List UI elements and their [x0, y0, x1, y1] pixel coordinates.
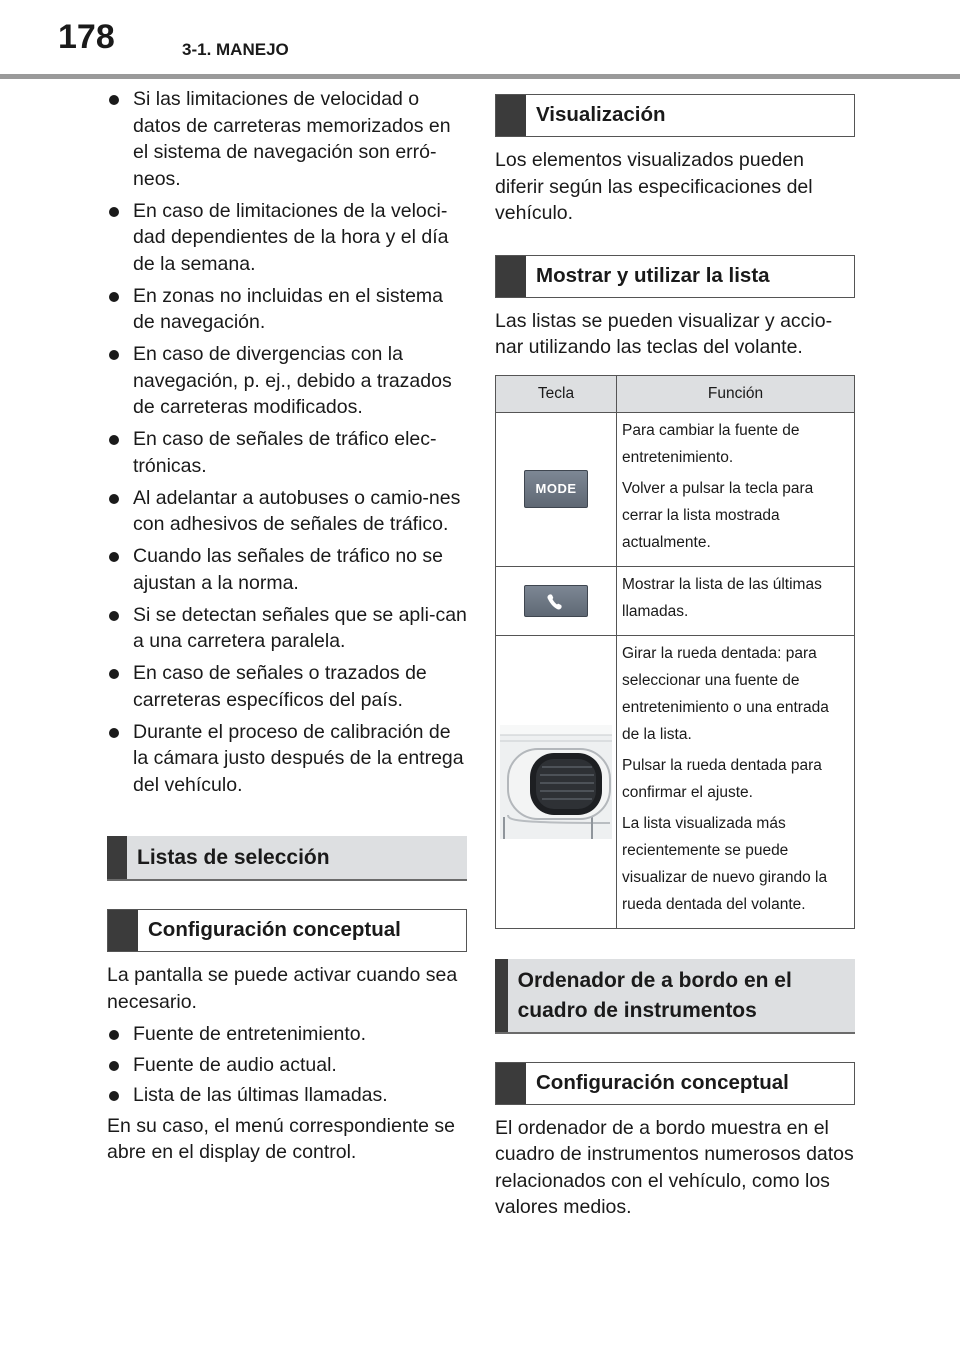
subsection-heading-visualization [495, 94, 855, 137]
table-row [496, 566, 855, 635]
list-item: En caso de señales o trazados de carreteras específicos del país. [107, 660, 467, 713]
list-item: En zonas no incluidas en el sistema de navegación. [107, 283, 467, 336]
bullet-icon [109, 350, 119, 360]
bullet-icon [109, 95, 119, 105]
thumbwheel-icon [500, 725, 612, 839]
bullet-icon [109, 1091, 119, 1101]
list-item: Cuando las señales de tráfico no se ajustan a la norma. [107, 543, 467, 596]
outro-paragraph: En su caso, el menú correspondiente se abre en el display de control. [107, 1114, 455, 1163]
chapter-title: 3-1. MANEJO [182, 40, 289, 59]
function-cell: Girar la rueda dentada: para seleccionar una fuente de entretenimiento o una entrada de la lista. Pulsar la rueda dentada para confirmar el ajuste. La lista visualizada más recientemente se puede visualizar de nuevo girando la rueda dentada del volante. [617, 635, 855, 928]
subsection-title: Configuración conceptual [148, 918, 401, 941]
bullet-icon [109, 292, 119, 302]
visualization-paragraph: Los elementos visualizados pueden diferir según las especificaciones del vehículo. [495, 149, 813, 224]
key-cell [496, 412, 617, 566]
mode-key-icon: MODE [524, 470, 588, 508]
bullet-icon [109, 669, 119, 679]
subsection-title: Configuración conceptual [536, 1070, 789, 1094]
column-header-key: Tecla [496, 375, 617, 412]
intro-paragraph: La pantalla se puede activar cuando sea necesario. [107, 964, 458, 1013]
table-row [496, 635, 855, 928]
heading-bar [107, 836, 127, 879]
column-header-function: Función [617, 375, 855, 412]
bullet-icon [109, 1061, 119, 1071]
limitations-list [107, 86, 467, 798]
list-item: Si las limitaciones de velocidad o datos de carreteras memorizados en el sistema de navegación son erró-neos. [107, 86, 467, 192]
subsection-title: Visualización [536, 103, 666, 126]
list-item: Al adelantar a autobuses o camio-nes con adhesivos de señales de tráfico. [107, 485, 467, 538]
function-cell: Para cambiar la fuente de entretenimiento. Volver a pulsar la tecla para cerrar la lista mostrada actualmente. [617, 412, 855, 566]
list-item: En caso de limitaciones de la veloci-dad dependientes de la hora y el día de la semana. [107, 198, 467, 278]
bullet-icon [109, 1030, 119, 1040]
keys-table [495, 375, 855, 929]
left-column [107, 86, 467, 1166]
computer-paragraph: El ordenador de a bordo muestra en el cuadro de instrumentos numerosos datos relacionados con el vehículo, como los valores medios. [495, 1116, 854, 1218]
page-header [0, 0, 960, 80]
list-item: Fuente de entretenimiento. [107, 1021, 467, 1048]
bullet-icon [109, 435, 119, 445]
subsection-heading-concept [107, 909, 467, 952]
list-item: Fuente de audio actual. [107, 1052, 467, 1079]
subsection-title: Mostrar y utilizar la lista [536, 263, 770, 287]
heading-bar [108, 910, 138, 951]
section-heading-selection-lists [107, 836, 467, 881]
bullet-icon [109, 494, 119, 504]
table-row [496, 412, 855, 566]
page-number: 178 [58, 18, 115, 56]
right-column [495, 94, 855, 1221]
list-item: Si se detectan señales que se apli-can a una carretera paralela. [107, 602, 467, 655]
function-cell: Mostrar la lista de las últimas llamadas. [617, 566, 855, 635]
list-item: Lista de las últimas llamadas. [107, 1082, 467, 1109]
subsection-heading-list [495, 255, 855, 298]
list-item: Durante el proceso de calibración de la cámara justo después de la entrega del vehículo. [107, 719, 467, 799]
subsection-heading-concept-computer [495, 1062, 855, 1105]
bullet-icon [109, 611, 119, 621]
phone-key-icon [524, 585, 588, 617]
table-header-row [496, 375, 855, 412]
list-item: En caso de divergencias con la navegación, p. ej., debido a trazados de carreteras modificados. [107, 341, 467, 421]
section-heading-onboard-computer [495, 959, 855, 1034]
heading-bar [496, 1063, 526, 1104]
section-title: Ordenador de a bordo en el cuadro de instrumentos [517, 968, 792, 1022]
bullet-icon [109, 207, 119, 217]
phone-icon [525, 586, 587, 616]
bullet-icon [109, 728, 119, 738]
list-paragraph: Las listas se pueden visualizar y accio-nar utilizando las teclas del volante. [495, 309, 833, 358]
header-rule [0, 74, 960, 79]
heading-bar [496, 95, 526, 136]
bullet-icon [109, 552, 119, 562]
section-title: Listas de selección [137, 846, 330, 869]
display-content-list [107, 1021, 467, 1109]
key-cell [496, 635, 617, 928]
heading-bar [495, 959, 508, 1032]
heading-bar [496, 256, 526, 297]
key-cell [496, 566, 617, 635]
list-item: En caso de señales de tráfico elec-trónicas. [107, 426, 467, 479]
